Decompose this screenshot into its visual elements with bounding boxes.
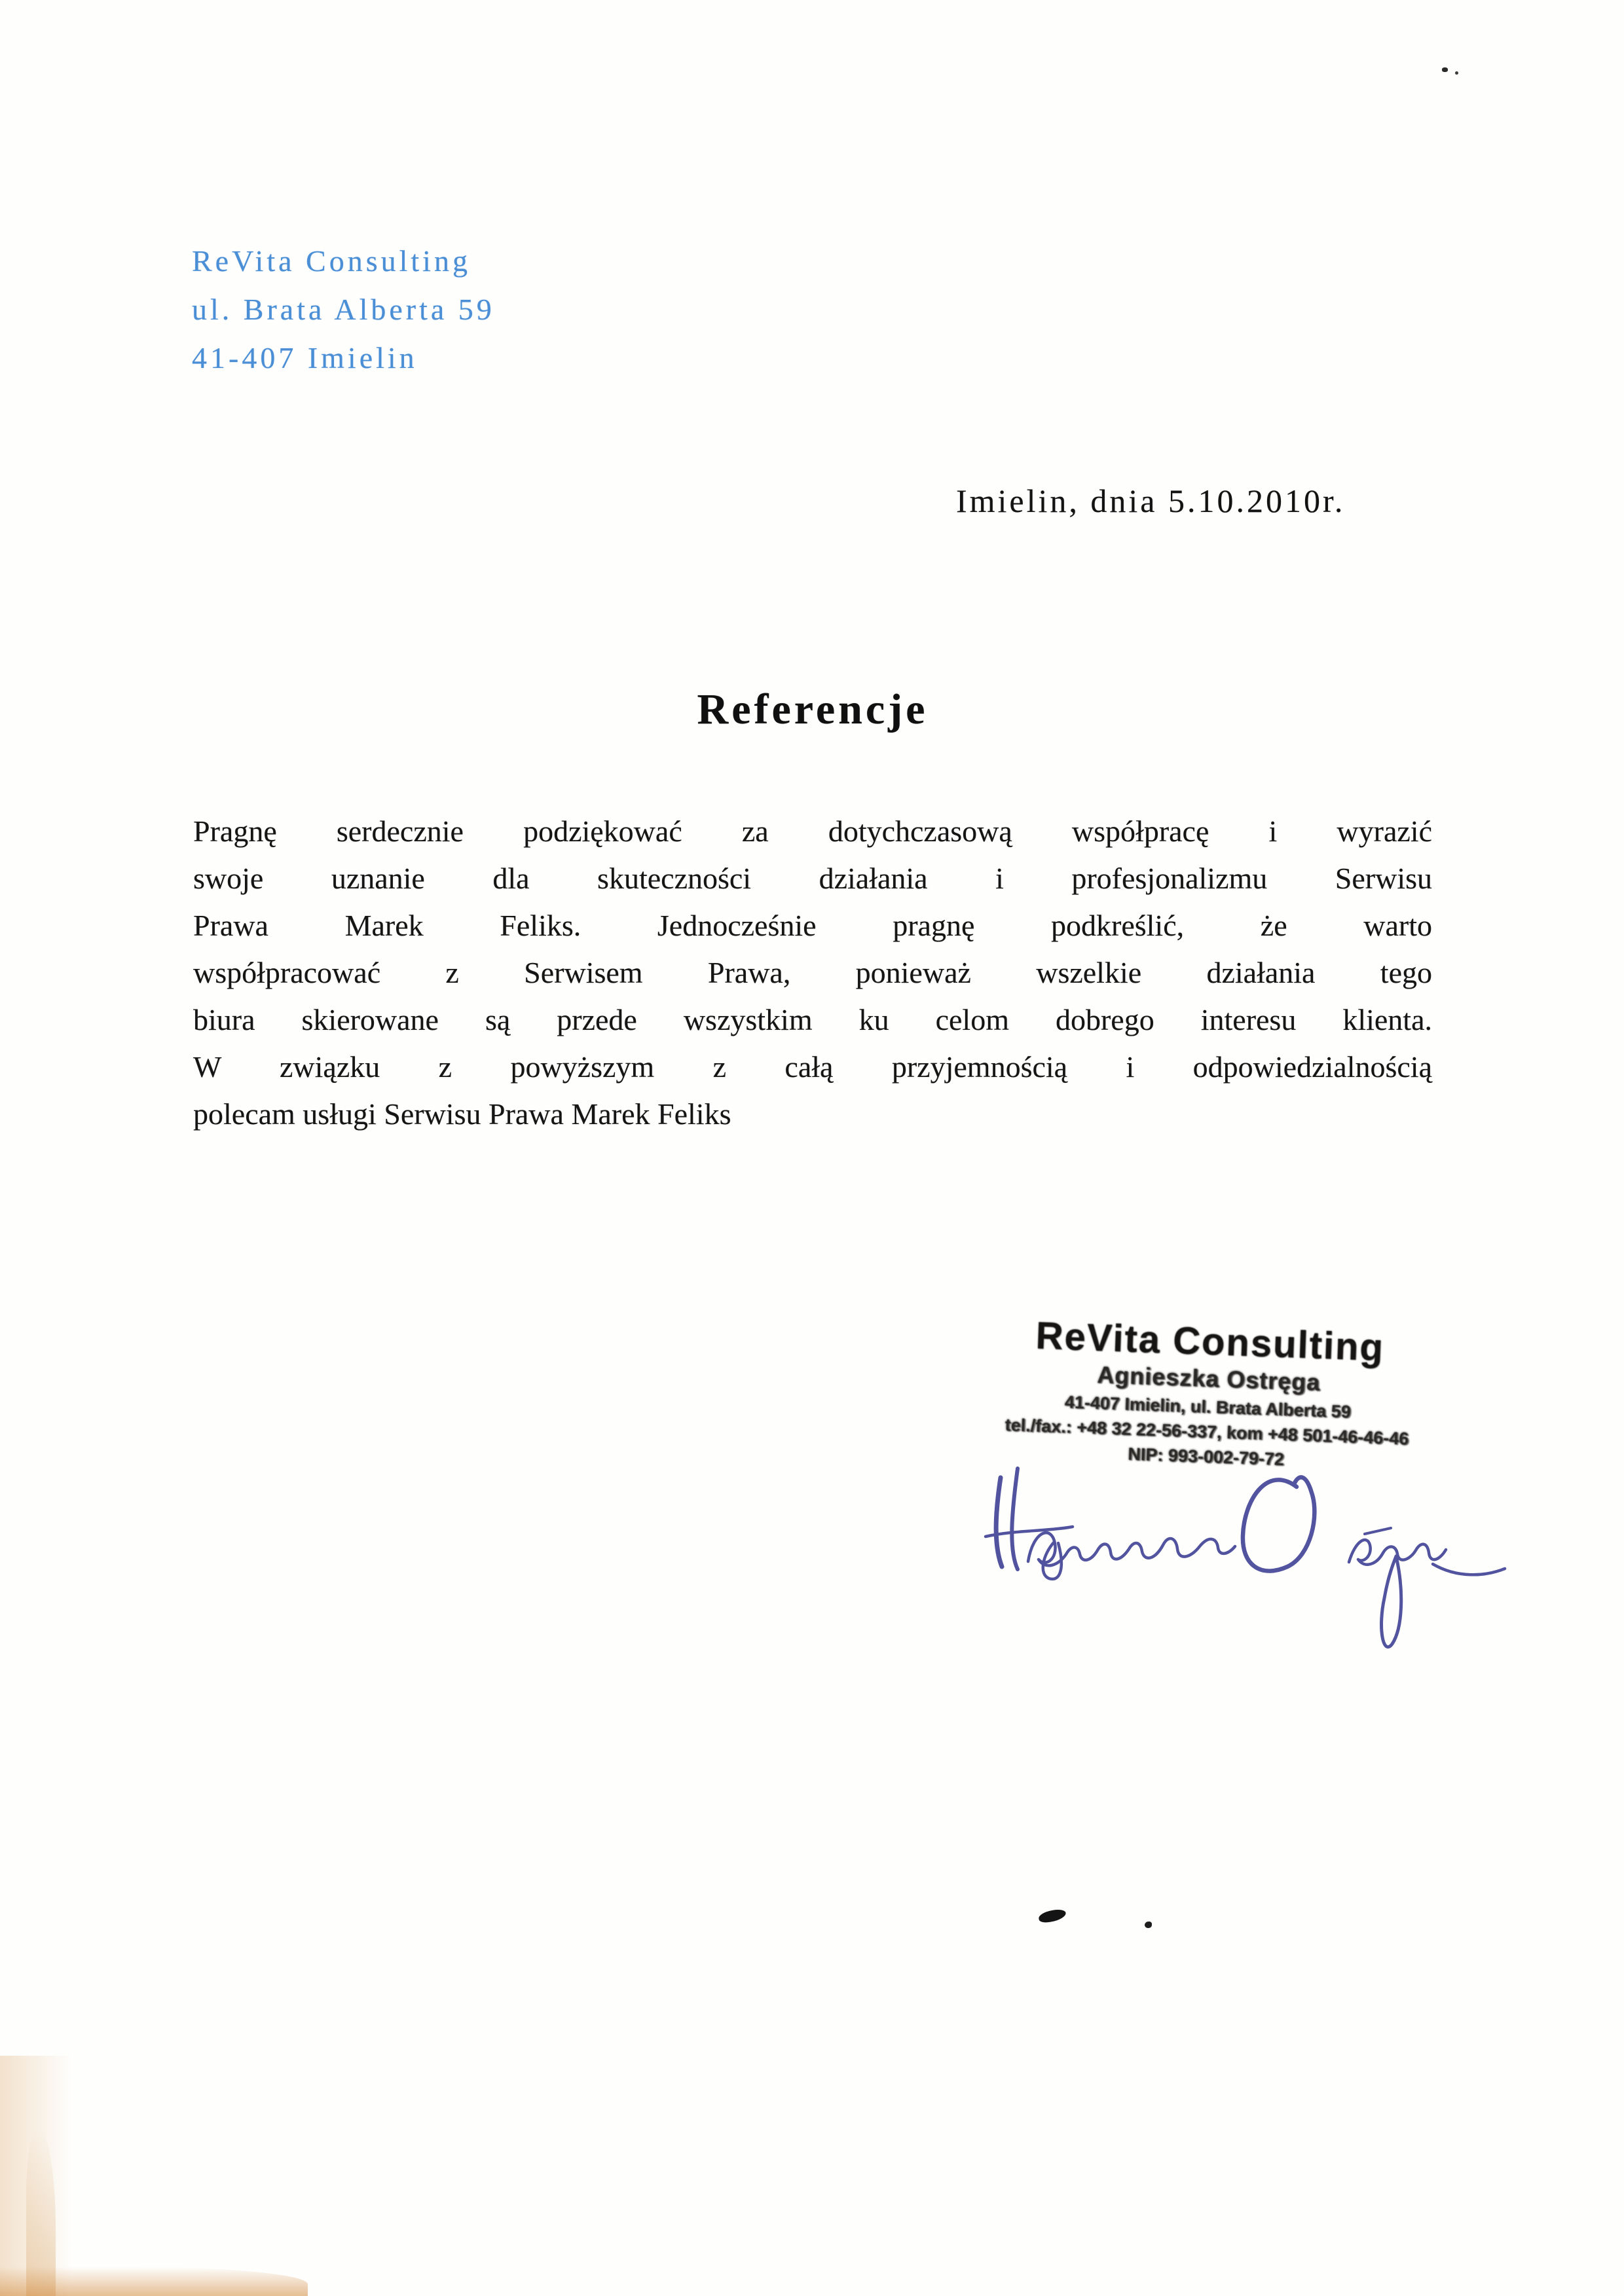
stamp-phone: tel./fax.: +48 32 22-56-337, kom +48 501-46-46-46 — [1005, 1415, 1409, 1449]
stamp-person-name: Agnieszka Ostręga — [1096, 1361, 1321, 1396]
letter-body — [193, 808, 1432, 1138]
body-line: polecam usługi Serwisu Prawa Marek Feliks — [193, 1097, 731, 1131]
body-line: swoje uznanie dla skuteczności działania i profesjonalizmu Serwisu — [193, 862, 1432, 895]
stamp-address: 41-407 Imielin, ul. Brata Alberta 59 — [1064, 1392, 1352, 1422]
date-line: Imielin, dnia 5.10.2010r. — [956, 483, 1346, 519]
sender-company: ReVita Consulting — [192, 244, 471, 278]
body-line: W związku z powyższym z całą przyjemnością i odpowiedzialnością — [193, 1050, 1432, 1084]
signature-handwriting — [930, 1437, 1519, 1738]
stamp-nip: NIP: 993-002-79-72 — [1127, 1444, 1285, 1470]
sender-city: 41-407 Imielin — [192, 341, 418, 374]
stamp-company-name: ReVita Consulting — [1035, 1314, 1386, 1370]
ink-speck — [1038, 1908, 1067, 1923]
body-line: Pragnę serdecznie podziękować za dotychczasową współpracę i wyrazić — [193, 814, 1432, 848]
sender-address-block — [192, 237, 495, 382]
body-line: Prawa Marek Feliks. Jednocześnie pragnę podkreślić, że warto — [193, 909, 1432, 942]
ink-speck — [1442, 67, 1448, 72]
body-line: współpracować z Serwisem Prawa, ponieważ wszelkie działania tego — [193, 956, 1432, 989]
letter-title: Referencje — [697, 685, 929, 733]
scan-edge-smudge — [0, 2267, 308, 2296]
ink-speck — [1145, 1922, 1152, 1928]
sender-street: ul. Brata Alberta 59 — [192, 293, 495, 326]
ink-speck — [1455, 71, 1458, 75]
body-line: biura skierowane są przede wszystkim ku celom dobrego interesu klienta. — [193, 1003, 1432, 1036]
